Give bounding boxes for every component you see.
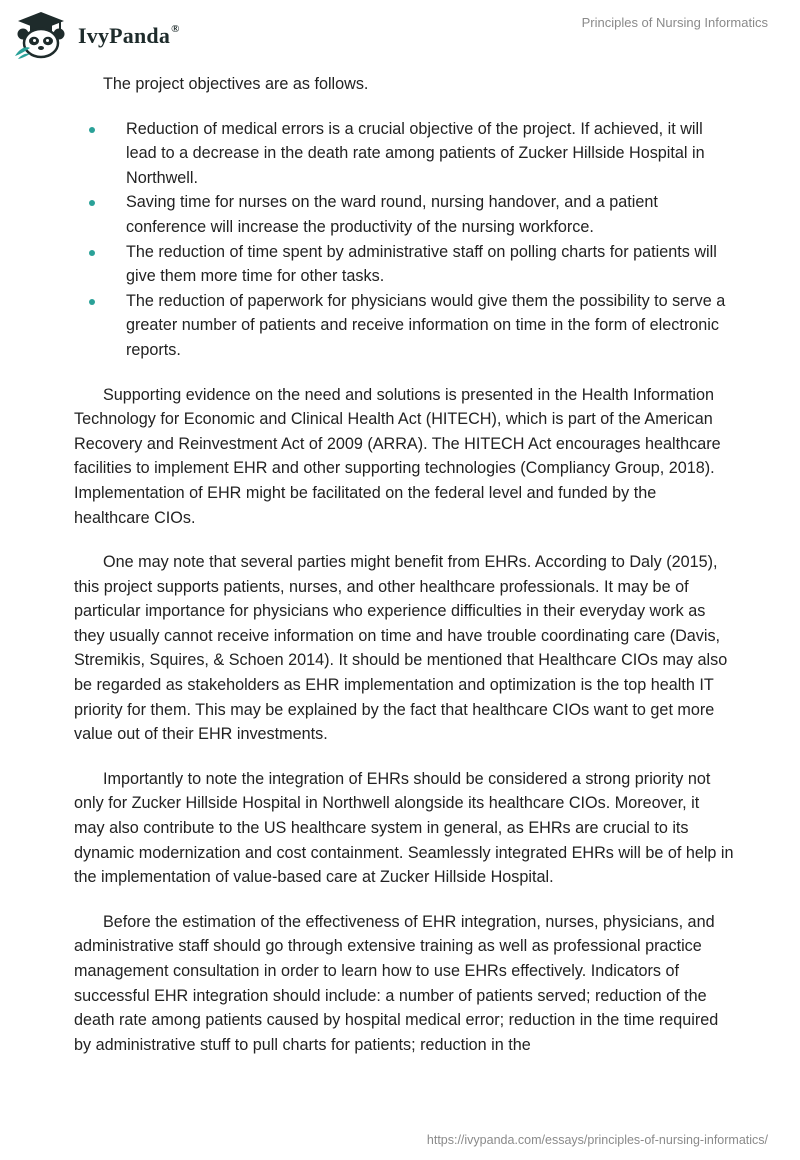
list-item xyxy=(74,240,734,289)
bullet-icon xyxy=(89,299,95,305)
panda-graduate-icon xyxy=(12,10,70,60)
source-url[interactable]: https://ivypanda.com/essays/principles-of-nursing-informatics/ xyxy=(426,1133,768,1147)
intro-paragraph: The project objectives are as follows. xyxy=(103,75,369,93)
bullet-icon xyxy=(89,127,95,133)
brand-name xyxy=(78,23,180,49)
page-header xyxy=(0,0,800,70)
list-item xyxy=(74,190,734,239)
list-item xyxy=(74,117,734,191)
objective-text: The reduction of time spent by administrative staff on polling charts for patients will give them more time for other tasks. xyxy=(126,242,717,286)
document-title: Principles of Nursing Informatics xyxy=(581,15,768,30)
registered-mark: ® xyxy=(171,22,180,35)
paragraph: Importantly to note the integration of EHRs should be considered a strong priority not only for Zucker Hillside Hospital in Northwell alongside its healthcare CIOs. Moreover, it may also contribute to the US healthcare system in general, as EHRs are crucial to its dynamic modernization and cost containment. Seamlessly integrated EHRs will be of help in the implementation of value-based care at Zucker Hillside Hospital. xyxy=(74,769,734,887)
objective-text: Saving time for nurses on the ward round, nursing handover, and a patient conference will increase the productivity of the nursing workforce. xyxy=(126,193,658,236)
essay-content xyxy=(74,70,734,1057)
site-logo[interactable] xyxy=(12,6,180,64)
bullet-icon xyxy=(89,250,95,256)
paragraph: Before the estimation of the effectiveness of EHR integration, nurses, physicians, and administrative staff should go through extensive training as well as professional practice management consultation in order to learn how to use EHRs effectively. Indicators of successful EHR integration should include: a number of patients served; reduction of the death rate among patients caused by hospital medical error; reduction in the time required by administrative stuff to pull charts for patients; reduction in the xyxy=(74,912,719,1054)
paragraph: One may note that several parties might benefit from EHRs. According to Daly (2015), this project supports patients, nurses, and other healthcare professionals. It may be of particular importance for physicians who experience difficulties in their everyday work as they usually cannot receive information on time and have trouble coordinating care (Davis, Stremikis, Squires, & Schoen 2014). It should be mentioned that Healthcare CIOs may also be regarded as stakeholders as EHR implementation and optimization is the top health IT priority for them. This may be explained by the fact that healthcare CIOs want to get more value out of their EHR investments. xyxy=(74,553,728,744)
objective-text: The reduction of paperwork for physicians would give them the possibility to serve a greater number of patients and receive information on time in the form of electronic reports. xyxy=(126,291,726,359)
bullet-icon xyxy=(89,200,95,206)
paragraph: Supporting evidence on the need and solutions is presented in the Health Information Technology for Economic and Clinical Health Act (HITECH), which is part of the American Recovery and Reinvestment Act of 2009 (ARRA). The HITECH Act encourages healthcare facilities to implement EHR and other supporting technologies (Compliancy Group, 2018). Implementation of EHR might be facilitated on the federal level and funded by the healthcare CIOs. xyxy=(74,385,721,527)
list-item xyxy=(74,289,734,363)
objective-text: Reduction of medical errors is a crucial objective of the project. If achieved, it will lead to a decrease in the death rate among patients of Zucker Hillside Hospital in Northwell. xyxy=(126,119,705,187)
brand-text: IvyPanda xyxy=(78,23,171,48)
objectives-list xyxy=(74,117,734,363)
